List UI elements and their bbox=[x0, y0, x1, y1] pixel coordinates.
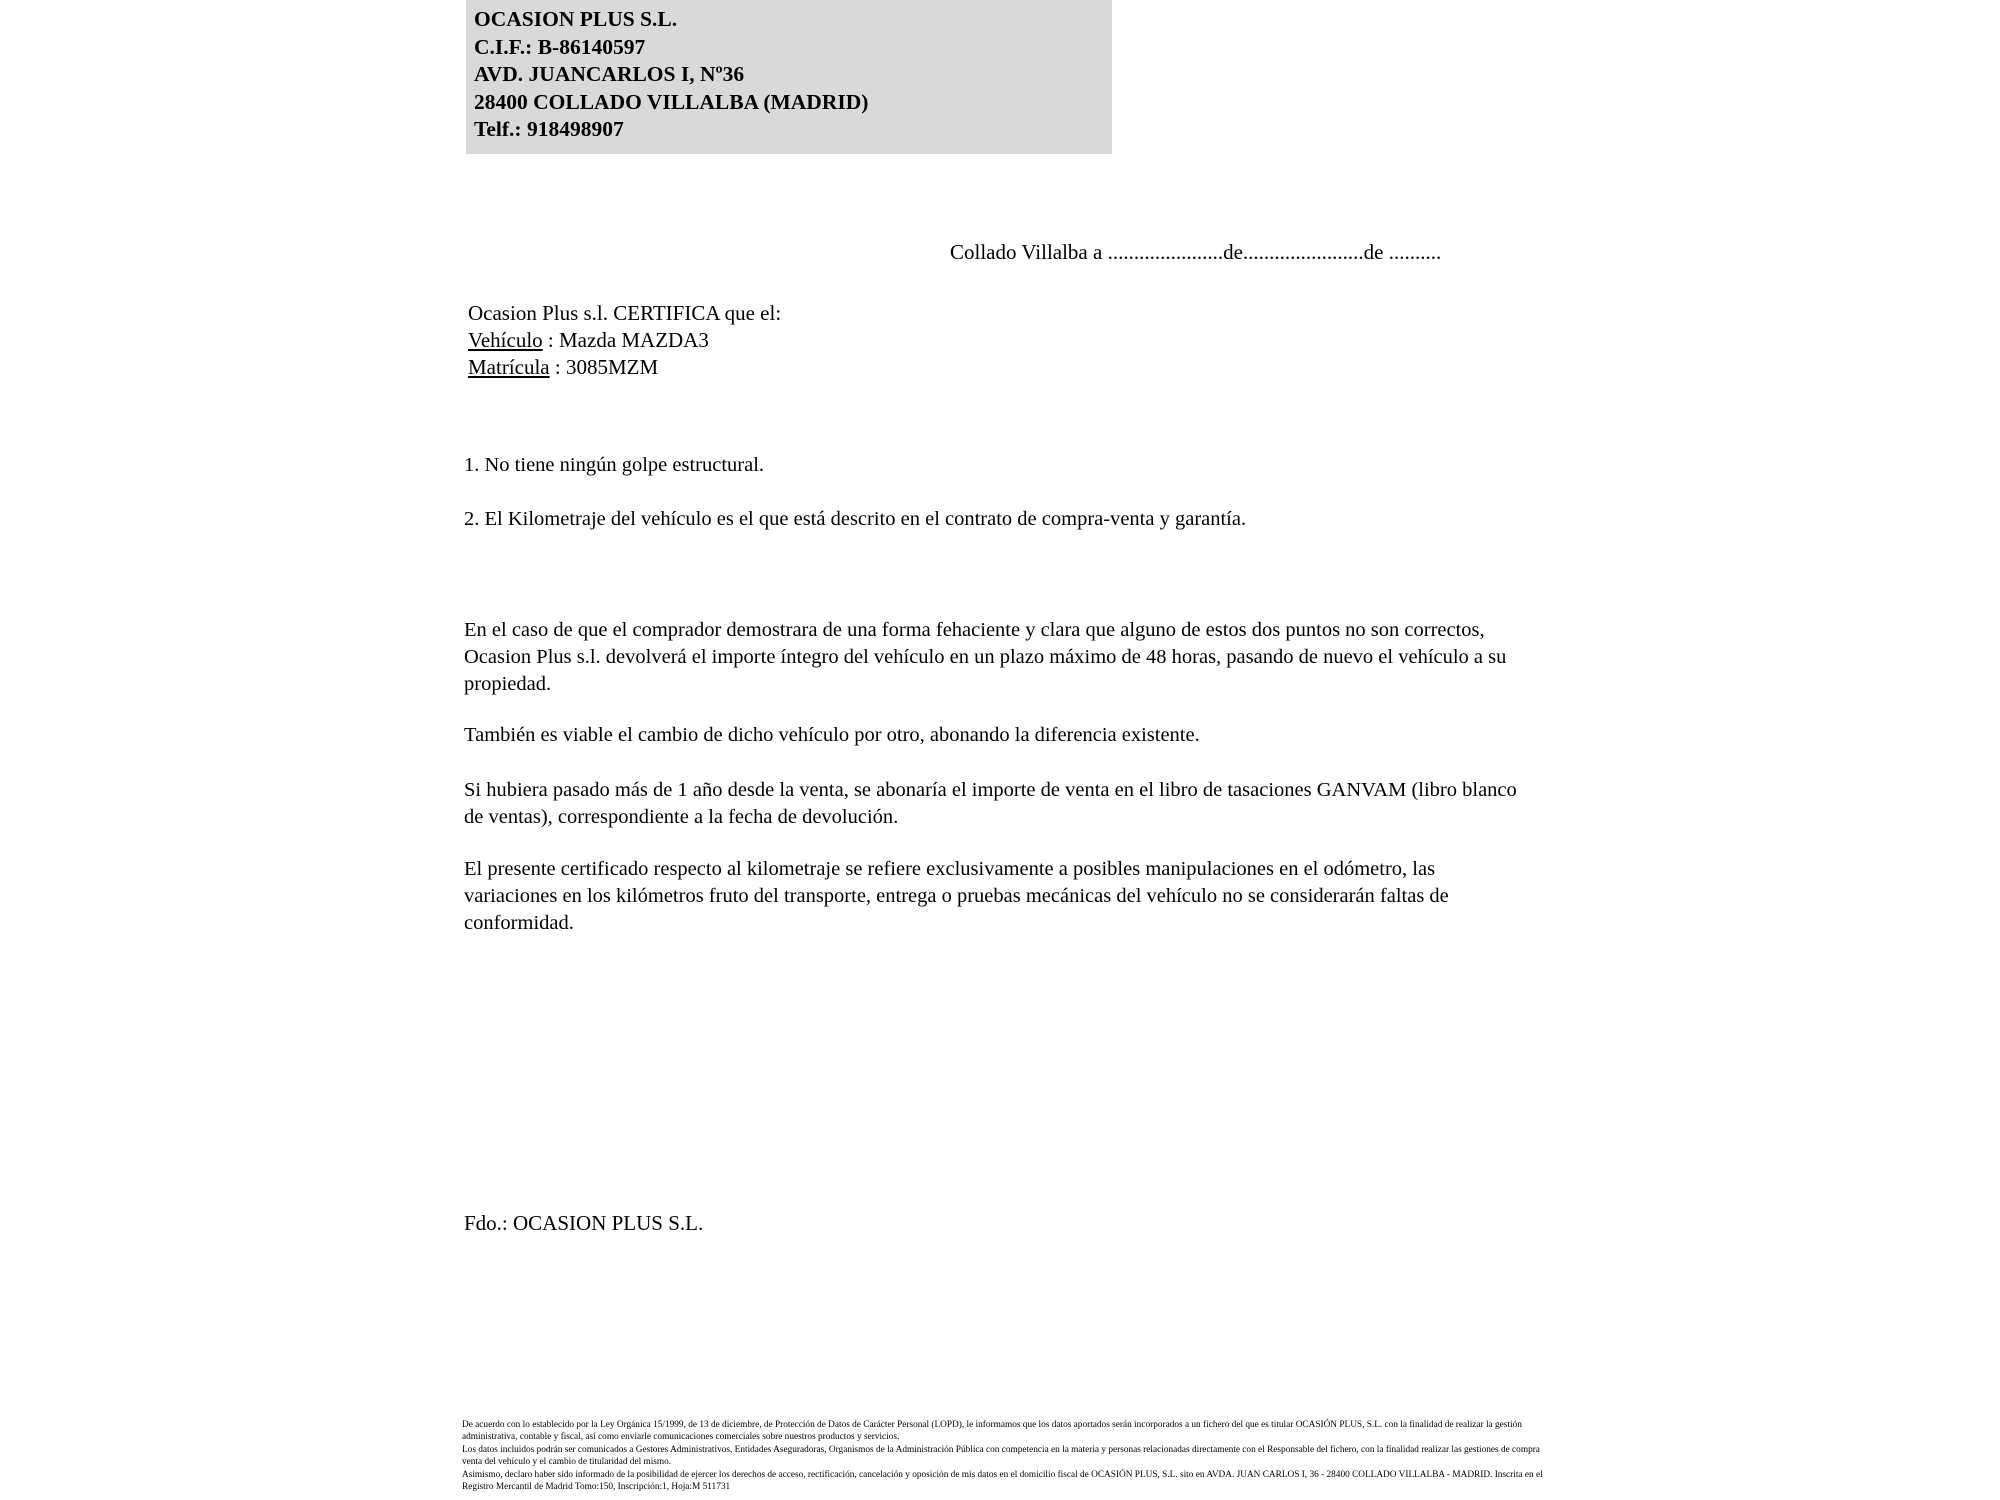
point-item-1: 1. No tiene ningún golpe estructural. bbox=[464, 454, 765, 476]
vehicle-field bbox=[468, 327, 781, 354]
paragraph-odometer-scope: El presente certificado respecto al kilometraje se refiere exclusivamente a posibles manipulaciones en el odómetro, las variaciones en los kilómetros fruto del transporte, entrega o pruebas mecánicas del vehículo no se considerarán faltas de conformidad. bbox=[464, 858, 1449, 934]
legal-paragraph-2: Los datos incluidos podrán ser comunicados a Gestores Administrativos, Entidades Aseguradoras, Organismos de la Administración Pública con competencia en la materia y personas relacionadas directamente con el Responsable del fichero, con la finalidad realizar las gestiones de compra venta del vehículo y el cambio de titularidad del mismo. bbox=[462, 1445, 1540, 1467]
legal-notice bbox=[462, 1420, 1552, 1496]
company-name: OCASION PLUS S.L. bbox=[474, 7, 678, 31]
certification-intro: Ocasion Plus s.l. CERTIFICA que el: bbox=[468, 301, 782, 325]
paragraph-one-year-clause: Si hubiera pasado más de 1 año desde la venta, se abonaría el importe de venta en el libro de tasaciones GANVAM (libro blanco de ventas), correspondiente a la fecha de devolución. bbox=[464, 779, 1517, 828]
company-letterhead bbox=[466, 0, 1112, 154]
plate-separator: : bbox=[549, 355, 566, 379]
vehicle-value: Mazda MAZDA3 bbox=[559, 328, 709, 352]
vehicle-label: Vehículo bbox=[468, 328, 543, 352]
certification-block bbox=[468, 300, 781, 381]
legal-paragraph-1: De acuerdo con lo establecido por la Ley Orgánica 15/1999, de 13 de diciembre, de Protección de Datos de Carácter Personal (LOPD), le informamos que los datos aportados serán incorporados a un fichero del que es titular OCASIÓN PLUS, S.L. con la finalidad de realizar la gestión administrativa, contable y fiscal, así como enviarle comunicaciones comerciales sobre nuestros productos y servicios. bbox=[462, 1420, 1522, 1442]
dateline: Collado Villalba a ......................de.......................de .......... bbox=[950, 240, 1442, 264]
paragraph-exchange-option: También es viable el cambio de dicho vehículo por otro, abonando la diferencia existente. bbox=[464, 724, 1200, 746]
plate-value: 3085MZM bbox=[565, 355, 659, 379]
legal-paragraph-3: Asimismo, declaro haber sido informado de la posibilidad de ejercer los derechos de acceso, rectificación, cancelación y oposición de mis datos en el domicilio fiscal de OCASIÓN PLUS, S.L. sito en AVDA. JUAN CARLOS I, 36 - 28400 COLLADO VILLALBA - MADRID. Inscrita en el Registro Mercantil de Madrid Tomo:150, Inscripción:1, Hoja:M 511731 bbox=[462, 1470, 1543, 1492]
company-phone: Telf.: 918498907 bbox=[474, 117, 624, 141]
vehicle-separator: : bbox=[542, 328, 559, 352]
company-address-street: AVD. JUANCARLOS I, Nº36 bbox=[474, 62, 745, 86]
company-cif: C.I.F.: B-86140597 bbox=[474, 34, 646, 59]
plate-label: Matrícula bbox=[468, 355, 550, 379]
signature-line: Fdo.: OCASION PLUS S.L. bbox=[464, 1211, 704, 1235]
plate-field bbox=[468, 354, 781, 381]
company-address-city: 28400 COLLADO VILLALBA (MADRID) bbox=[474, 89, 869, 114]
point-item-2: 2. El Kilometraje del vehículo es el que está descrito en el contrato de compra-venta y garantía. bbox=[464, 508, 1247, 530]
paragraph-refund-terms: En el caso de que el comprador demostrara de una forma fehaciente y clara que alguno de estos dos puntos no son correctos, Ocasion Plus s.l. devolverá el importe íntegro del vehículo en un plazo máximo de 48 horas, pasando de nuevo el vehículo a su propiedad. bbox=[464, 619, 1507, 695]
